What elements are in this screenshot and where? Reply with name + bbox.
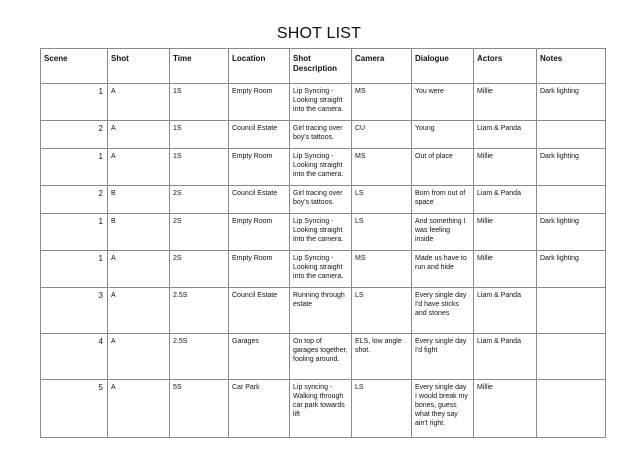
cell-notes	[537, 288, 606, 334]
cell-dialogue: Every single day I'd fight	[412, 334, 474, 380]
cell-time: 2S	[170, 251, 229, 288]
cell-shot: A	[108, 251, 170, 288]
cell-shot: B	[108, 214, 170, 251]
cell-location: Empty Room	[229, 214, 290, 251]
cell-scene: 2	[41, 121, 108, 149]
page-title: SHOT LIST	[276, 25, 362, 42]
cell-actors: Millie	[474, 84, 537, 121]
table-row	[41, 334, 606, 380]
cell-camera: MS	[352, 149, 412, 186]
cell-dialogue: Young	[412, 121, 474, 149]
header-shot-description: Shot Description	[290, 49, 352, 84]
cell-camera: LS	[352, 380, 412, 438]
cell-notes	[537, 186, 606, 214]
cell-notes	[537, 121, 606, 149]
header-dialogue: Dialogue	[412, 49, 474, 84]
cell-camera: MS	[352, 84, 412, 121]
cell-scene: 5	[41, 380, 108, 438]
cell-time: 1S	[170, 121, 229, 149]
header-time: Time	[170, 49, 229, 84]
table-row	[41, 186, 606, 214]
cell-camera: CU	[352, 121, 412, 149]
table-row	[41, 149, 606, 186]
cell-camera: LS	[352, 186, 412, 214]
header-row	[41, 49, 606, 84]
header-shot: Shot	[108, 49, 170, 84]
cell-shot: A	[108, 288, 170, 334]
cell-scene: 2	[41, 186, 108, 214]
table-row	[41, 121, 606, 149]
cell-shot-description: Lip syncing - Walking through car park towards lift	[290, 380, 352, 438]
shot-list-table	[40, 48, 606, 438]
cell-shot: A	[108, 121, 170, 149]
cell-shot-description: Lip Syncing - Looking straight into the camera.	[290, 251, 352, 288]
cell-actors: Liam & Panda	[474, 121, 537, 149]
cell-dialogue: Every single day I'd have sticks and stones	[412, 288, 474, 334]
cell-shot: B	[108, 186, 170, 214]
cell-shot-description: Lip Syncing - Looking straight into the camera.	[290, 214, 352, 251]
cell-time: 2S	[170, 186, 229, 214]
cell-dialogue: Out of place	[412, 149, 474, 186]
cell-shot-description: Girl tracing over boy's tattoos.	[290, 186, 352, 214]
table-row	[41, 380, 606, 438]
header-camera: Camera	[352, 49, 412, 84]
cell-notes: Dark lighting	[537, 84, 606, 121]
cell-location: Car Park	[229, 380, 290, 438]
cell-scene: 1	[41, 214, 108, 251]
cell-time: 2S	[170, 214, 229, 251]
header-scene: Scene	[41, 49, 108, 84]
cell-actors: Liam & Panda	[474, 186, 537, 214]
cell-notes	[537, 334, 606, 380]
cell-location: Empty Room	[229, 149, 290, 186]
cell-scene: 1	[41, 84, 108, 121]
cell-notes: Dark lighting	[537, 214, 606, 251]
cell-dialogue: Born from out of space	[412, 186, 474, 214]
cell-shot: A	[108, 380, 170, 438]
cell-shot: A	[108, 84, 170, 121]
cell-notes: Dark lighting	[537, 251, 606, 288]
cell-shot-description: Lip Syncing - Looking straight into the camera.	[290, 84, 352, 121]
table-row	[41, 288, 606, 334]
cell-actors: Liam & Panda	[474, 334, 537, 380]
table-row	[41, 214, 606, 251]
cell-location: Empty Room	[229, 84, 290, 121]
cell-scene: 1	[41, 149, 108, 186]
cell-shot: A	[108, 149, 170, 186]
cell-actors: Millie	[474, 149, 537, 186]
cell-actors: Millie	[474, 251, 537, 288]
cell-location: Council Estate	[229, 186, 290, 214]
cell-camera: MS	[352, 251, 412, 288]
cell-camera: LS	[352, 214, 412, 251]
cell-dialogue: Every single day I would break my bones, guess what they say ain't right.	[412, 380, 474, 438]
cell-dialogue: And something I was feeling inside	[412, 214, 474, 251]
cell-shot-description: On top of garages together, fooling around.	[290, 334, 352, 380]
table-row	[41, 84, 606, 121]
cell-time: 2.5S	[170, 334, 229, 380]
cell-location: Council Estate	[229, 288, 290, 334]
cell-location: Council Estate	[229, 121, 290, 149]
cell-time: 2.5S	[170, 288, 229, 334]
cell-time: 5S	[170, 380, 229, 438]
cell-scene: 4	[41, 334, 108, 380]
cell-dialogue: You were	[412, 84, 474, 121]
cell-shot-description: Running through estate	[290, 288, 352, 334]
cell-notes: Dark lighting	[537, 149, 606, 186]
cell-location: Empty Room	[229, 251, 290, 288]
cell-camera: ELS, low angle shot.	[352, 334, 412, 380]
cell-shot-description: Lip Syncing - Looking straight into the camera.	[290, 149, 352, 186]
cell-time: 1S	[170, 84, 229, 121]
cell-actors: Liam & Panda	[474, 288, 537, 334]
cell-dialogue: Made us have to run and hide	[412, 251, 474, 288]
cell-shot: A	[108, 334, 170, 380]
cell-time: 1S	[170, 149, 229, 186]
cell-scene: 1	[41, 251, 108, 288]
header-actors: Actors	[474, 49, 537, 84]
header-notes: Notes	[537, 49, 606, 84]
cell-location: Garages	[229, 334, 290, 380]
cell-actors: Millie	[474, 380, 537, 438]
cell-scene: 3	[41, 288, 108, 334]
cell-camera: LS	[352, 288, 412, 334]
cell-actors: Millie	[474, 214, 537, 251]
cell-notes	[537, 380, 606, 438]
table-row	[41, 251, 606, 288]
header-location: Location	[229, 49, 290, 84]
cell-shot-description: Girl tracing over boy's tattoos.	[290, 121, 352, 149]
